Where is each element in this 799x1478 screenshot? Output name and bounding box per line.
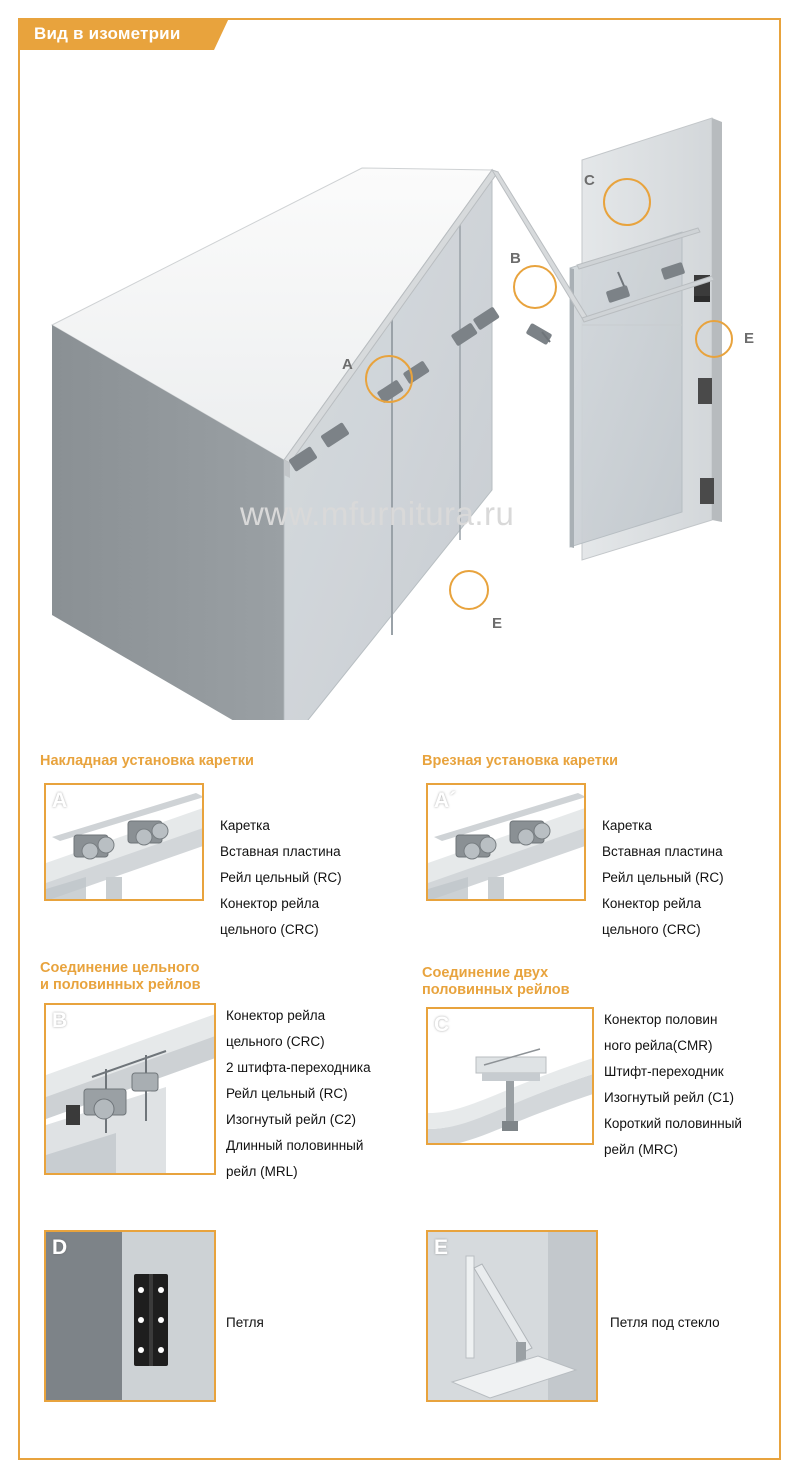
section-b-item-6: рейл (MRL) xyxy=(226,1164,298,1179)
section-c-list xyxy=(604,1007,742,1163)
section-c-badge: C xyxy=(434,1013,450,1036)
section-d-badge: D xyxy=(52,1236,68,1259)
section-d-item-0: Петля xyxy=(226,1315,264,1330)
section-a2-item-1: Вставная пластина xyxy=(602,844,723,859)
page-title xyxy=(18,18,214,50)
callout-label-a: A xyxy=(342,356,353,373)
callout-circle-e-right xyxy=(695,320,733,358)
section-a-badge: A xyxy=(52,789,68,812)
section-b-title xyxy=(40,960,201,994)
section-a2-title: Врезная установка каретки xyxy=(422,753,619,769)
section-a2-item-3: Конектор рейла xyxy=(602,896,702,911)
section-c-title-line2: половинных рейлов xyxy=(422,982,570,998)
page-title-label: Вид в изометрии xyxy=(34,24,181,43)
callout-label-e-front: E xyxy=(492,615,503,632)
section-d-figure xyxy=(44,1230,216,1402)
section-b-list xyxy=(226,1003,371,1185)
section-b-figure xyxy=(44,1003,216,1175)
section-a-figure xyxy=(44,783,204,901)
section-a2-figure xyxy=(426,783,586,901)
section-b-title-line2: и половинных рейлов xyxy=(40,977,201,993)
section-a2-list xyxy=(602,813,724,943)
section-c-item-2: Штифт-переходник xyxy=(604,1064,724,1079)
section-b-title-line1: Соединение цельного xyxy=(40,960,200,976)
section-c-item-4: Короткий половинный xyxy=(604,1116,742,1131)
section-b-item-5: Длинный половинный xyxy=(226,1138,364,1153)
callout-label-b: B xyxy=(510,250,521,267)
section-a-item-1: Вставная пластина xyxy=(220,844,341,859)
section-d-list xyxy=(226,1310,264,1336)
callout-label-c: C xyxy=(584,172,595,189)
section-b-item-1: цельного (CRC) xyxy=(226,1034,325,1049)
watermark: www.mfurnitura.ru xyxy=(240,495,515,532)
section-c-figure-main xyxy=(426,1007,594,1145)
section-c-item-0: Конектор половин xyxy=(604,1012,718,1027)
callout-circle-c xyxy=(603,178,651,226)
section-b-item-4: Изогнутый рейл (C2) xyxy=(226,1112,356,1127)
section-a-title: Накладная установка каретки xyxy=(40,753,254,769)
section-c-item-5: рейл (MRC) xyxy=(604,1142,678,1157)
section-b-item-0: Конектор рейла xyxy=(226,1008,326,1023)
section-a-item-2: Рейл цельный (RC) xyxy=(220,870,342,885)
section-e-item-0: Петля под стекло xyxy=(610,1315,720,1330)
section-b-item-2: 2 штифта-переходника xyxy=(226,1060,371,1075)
callout-circle-a xyxy=(365,355,413,403)
section-a-list xyxy=(220,813,342,943)
section-a2-item-4: цельного (CRC) xyxy=(602,922,701,937)
section-e-list xyxy=(610,1310,720,1336)
section-b-badge: B xyxy=(52,1009,68,1032)
section-c-item-1: ного рейла(CMR) xyxy=(604,1038,713,1053)
callout-circle-e-front xyxy=(449,570,489,610)
section-a-item-4: цельного (CRC) xyxy=(220,922,319,937)
section-c-title-line1: Соединение двух xyxy=(422,965,549,981)
section-c-title xyxy=(422,965,570,999)
callout-label-e-right: E xyxy=(744,330,755,347)
section-a-item-3: Конектор рейла xyxy=(220,896,320,911)
section-e-figure xyxy=(426,1230,598,1402)
section-a-item-0: Каретка xyxy=(220,818,270,833)
section-e-badge: E xyxy=(434,1236,449,1259)
section-a2-item-0: Каретка xyxy=(602,818,652,833)
callout-circle-b xyxy=(513,265,557,309)
section-a2-item-2: Рейл цельный (RC) xyxy=(602,870,724,885)
section-a2-badge: A´ xyxy=(434,789,457,812)
section-c-item-3: Изогнутый рейл (C1) xyxy=(604,1090,734,1105)
section-b-item-3: Рейл цельный (RC) xyxy=(226,1086,348,1101)
